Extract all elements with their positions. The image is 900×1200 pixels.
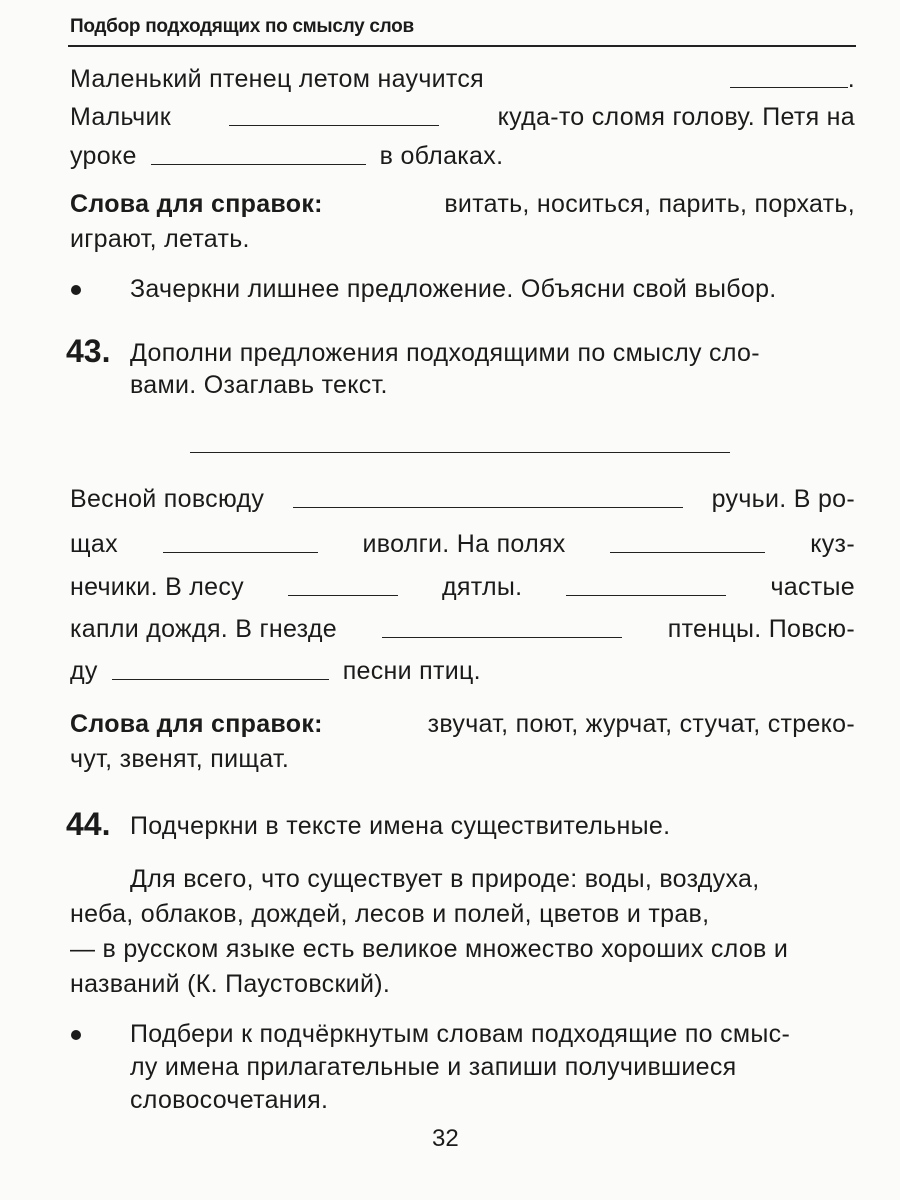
text-line	[70, 527, 855, 559]
text-line	[70, 482, 855, 514]
text: Маленький птенец летом научится	[70, 65, 485, 93]
reference-words	[70, 187, 855, 219]
answer-blank[interactable]	[730, 86, 848, 88]
task-line	[130, 1050, 855, 1082]
text-line	[70, 570, 855, 602]
quote-line	[70, 967, 855, 999]
text: звучат, поют, журчат, стучат, стреко-	[427, 710, 855, 738]
text: иволги. На полях	[362, 530, 566, 558]
text-line	[70, 612, 855, 644]
text: куз-	[810, 530, 855, 558]
text: — в русском языке есть великое множество хороших слов и	[70, 935, 789, 963]
text-line	[70, 222, 855, 254]
text: лу имена прилагательные и запиши получившиеся	[130, 1053, 737, 1081]
text: Зачеркни лишнее предложение. Объясни свой выбор.	[130, 275, 777, 303]
text: чут, звенят, пищат.	[70, 745, 290, 773]
text: вами. Озаглавь текст.	[130, 371, 388, 399]
text: Для всего, что существует в природе: воды, воздуха,	[130, 865, 760, 893]
text: играют, летать.	[70, 225, 250, 253]
task-line	[130, 1083, 855, 1115]
text: .	[847, 65, 855, 93]
quote-line	[70, 932, 855, 964]
task-line	[130, 809, 855, 841]
text: названий (К. Паустовский).	[70, 970, 391, 998]
title-blank[interactable]	[190, 452, 730, 453]
text: щах	[70, 530, 118, 558]
reference-words	[70, 707, 855, 739]
reference-label: Слова для справок:	[70, 710, 323, 738]
text: Подчеркни в тексте имена существительные.	[130, 812, 671, 840]
text: словосочетания.	[130, 1086, 329, 1114]
text-line	[70, 62, 855, 94]
task-line	[130, 1017, 855, 1049]
text-line	[70, 742, 855, 774]
exercise-number: 44.	[66, 806, 111, 842]
text: нечики. В лесу	[70, 573, 244, 601]
text: дятлы.	[442, 573, 523, 601]
answer-blank[interactable]	[293, 506, 683, 508]
task-line	[130, 368, 855, 400]
task-line	[130, 336, 855, 368]
text: Дополни предложения подходящими по смыслу сло-	[130, 339, 760, 367]
answer-blank[interactable]	[151, 163, 366, 165]
reference-label: Слова для справок:	[70, 190, 323, 218]
text: неба, облаков, дождей, лесов и полей, цветов и трав,	[70, 900, 710, 928]
text: в облаках.	[379, 142, 504, 170]
answer-blank[interactable]	[566, 594, 726, 596]
quote-line	[130, 862, 855, 894]
task-line	[130, 272, 855, 304]
text: капли дождя. В гнезде	[70, 615, 337, 643]
text-line	[70, 654, 855, 686]
header-rule	[68, 45, 856, 47]
text: частые	[770, 573, 855, 601]
answer-blank[interactable]	[610, 551, 765, 553]
text: Подбери к подчёркнутым словам подходящие по смыс-	[130, 1020, 791, 1048]
bullet-icon	[71, 285, 81, 295]
text: витать, носиться, парить, порхать,	[444, 190, 855, 218]
answer-blank[interactable]	[112, 678, 329, 680]
text-line	[70, 139, 855, 171]
text: птенцы. Повсю-	[667, 615, 855, 643]
answer-blank[interactable]	[382, 636, 622, 638]
answer-blank[interactable]	[229, 124, 439, 126]
text: Мальчик	[70, 103, 171, 131]
page-number: 32	[432, 1125, 459, 1152]
running-header: Подбор подходящих по смыслу слов	[70, 16, 414, 37]
answer-blank[interactable]	[163, 551, 318, 553]
quote-line	[70, 897, 855, 929]
text: песни птиц.	[342, 657, 481, 685]
text: Весной повсюду	[70, 485, 265, 513]
text: ду	[70, 657, 98, 685]
text: уроке	[70, 142, 137, 170]
exercise-number: 43.	[66, 333, 111, 369]
answer-blank[interactable]	[288, 594, 398, 596]
text: ручьи. В ро-	[711, 485, 855, 513]
text-line	[70, 100, 855, 132]
text: куда-то сломя голову. Петя на	[497, 103, 855, 131]
bullet-icon	[71, 1030, 81, 1040]
